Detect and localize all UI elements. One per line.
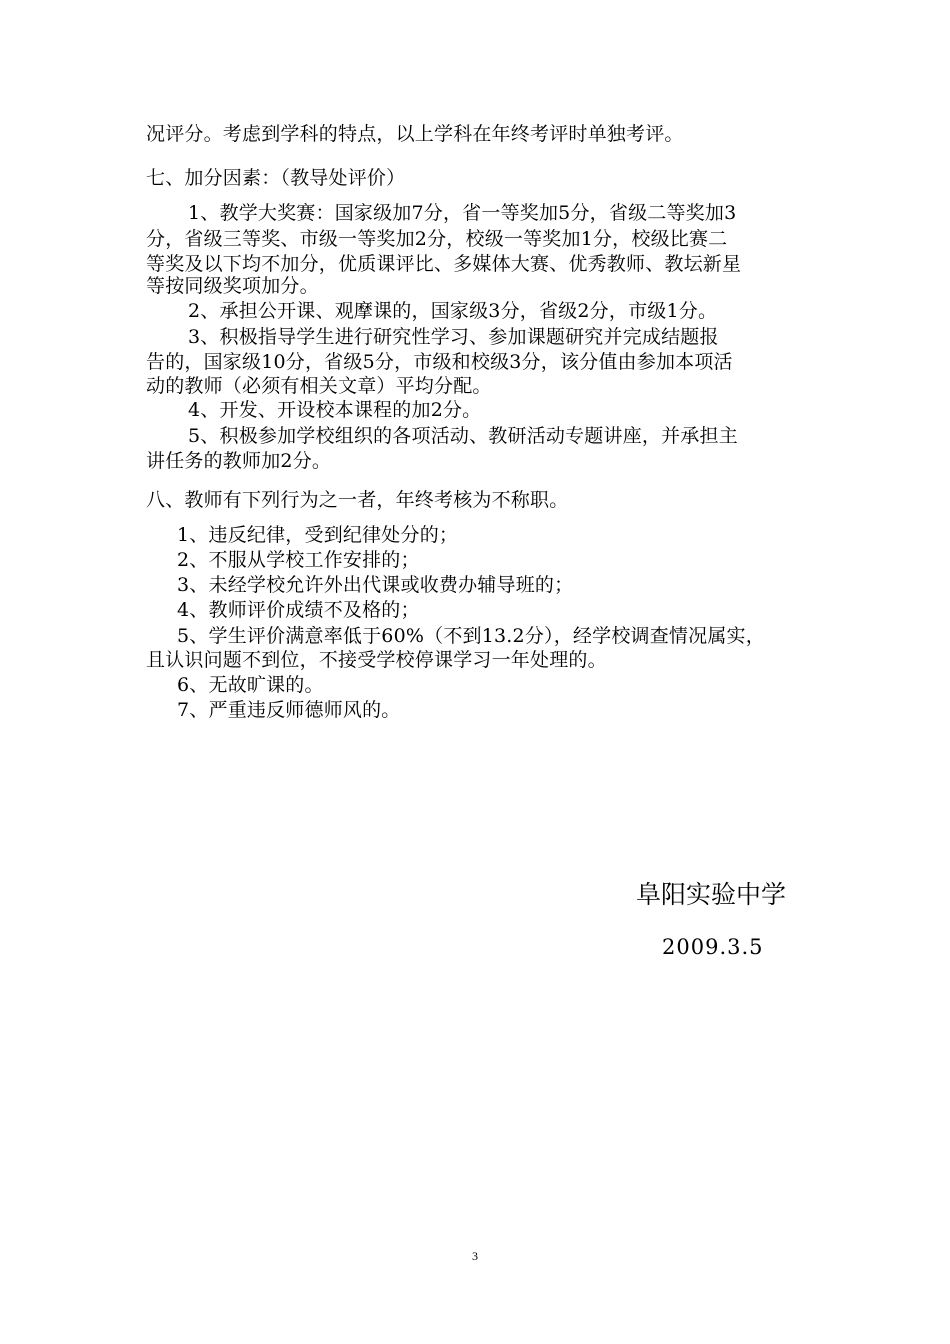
section-8-item: 2、不服从学校工作安排的；	[177, 549, 420, 571]
page-number: 3	[472, 1249, 478, 1263]
section-7-line: 告的，国家级10分，省级5分，市级和校级3分，该分值由参加本项活	[146, 351, 733, 373]
section-8-item: 4、教师评价成绩不及格的；	[177, 599, 420, 621]
section-7-line: 3、积极指导学生进行研究性学习、参加课题研究并完成结题报	[188, 326, 719, 348]
section-7-line: 等按同级奖项加分。	[146, 275, 319, 297]
section-7-line: 分，省级三等奖、市级一等奖加2分，校级一等奖加1分，校级比赛二	[146, 228, 728, 250]
section-7-line: 1、教学大奖赛：国家级加7分，省一等奖加5分，省级二等奖加3	[188, 202, 737, 224]
section-7-line: 讲任务的教师加2分。	[146, 450, 332, 472]
section-7-line: 4、开发、开设校本课程的加2分。	[188, 399, 482, 421]
section-8-heading: 八、教师有下列行为之一者，年终考核为不称职。	[146, 489, 569, 511]
section-8-item: 6、无故旷课的。	[177, 674, 324, 696]
section-8-item: 5、学生评价满意率低于60%（不到13.2分），经学校调查情况属实，	[177, 625, 765, 647]
section-8-item: 且认识问题不到位，不接受学校停课学习一年处理的。	[146, 649, 607, 671]
section-8-item: 7、严重违反师德师风的。	[177, 699, 401, 721]
section-7-line: 等奖及以下均不加分，优质课评比、多媒体大赛、优秀教师、教坛新星	[146, 253, 742, 275]
section-8-item: 1、违反纪律，受到纪律处分的；	[177, 524, 459, 546]
signature-date: 2009.3.5	[662, 935, 764, 959]
section-7-line: 2、承担公开课、观摩课的，国家级3分，省级2分，市级1分。	[188, 300, 718, 322]
intro-line: 况评分。考虑到学科的特点，以上学科在年终考评时单独考评。	[146, 123, 684, 145]
section-7-heading: 七、加分因素：（教导处评价）	[146, 167, 406, 189]
section-7-line: 5、积极参加学校组织的各项活动、教研活动专题讲座，并承担主	[188, 425, 738, 447]
section-7-line: 动的教师（必须有相关文章）平均分配。	[146, 375, 492, 397]
school-signature: 阜阳实验中学	[636, 880, 787, 909]
section-8-item: 3、未经学校允许外出代课或收费办辅导班的；	[177, 574, 574, 596]
